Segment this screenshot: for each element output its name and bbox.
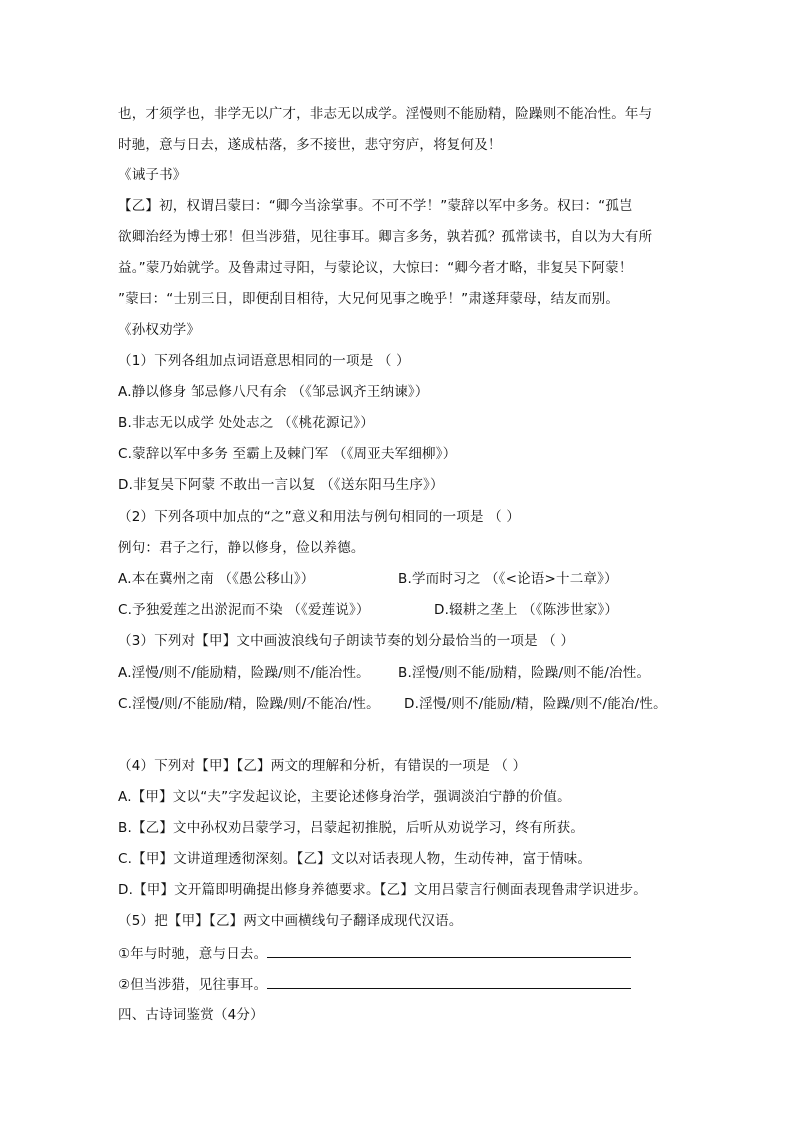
question-1: （1）下列各组加点词语意思相同的一项是 （ ）	[118, 353, 410, 369]
option-line: B.淫慢/则不能/励精，险躁/则不能/冶性。	[398, 665, 651, 681]
option-line: D.非复吴下阿蒙 不敢出一言以复 （《送东阳马生序》）	[118, 477, 444, 493]
text-line: 益。”蒙乃始就学。及鲁肃过寻阳，与蒙论议，大惊曰：“卿今者才略，非复吴下阿蒙！	[118, 260, 633, 276]
option-line: C.予独爱莲之出淤泥而不染 （《爱莲说》）	[118, 602, 370, 618]
source-title: 《诫子书》	[118, 167, 187, 183]
source-title: 《孙权劝学》	[118, 322, 201, 338]
option-line: A.淫慢/则不/能励精，险躁/则不/能冶性。	[118, 665, 370, 681]
text-line: 【乙】初，权谓吕蒙曰：“卿今当涂掌事。不可不学！”蒙辞以军中多务。权曰：“孤岂	[118, 198, 633, 214]
question-2: （2）下列各项中加点的“之”意义和用法与例句相同的一项是 （ ）	[118, 509, 521, 525]
text-line: 时驰，意与日去，遂成枯落，多不接世，悲守穷庐，将复何及！	[118, 137, 502, 153]
option-line: D.辍耕之垄上 （《陈涉世家》）	[434, 602, 619, 618]
translation-item	[118, 974, 631, 995]
text-line: 欲卿治经为博士邪！但当涉猎，见往事耳。卿言多务，孰若孤？孤常读书，自以为大有所	[118, 229, 653, 245]
option-line: C.淫慢/则/不能励/精，险躁/则/不能冶/性。	[118, 696, 380, 712]
section-heading: 四、古诗词鉴赏（4分）	[118, 1007, 264, 1023]
option-line: A.本在冀州之南 （《愚公移山》）	[118, 571, 315, 587]
option-line: B.【乙】文中孙权劝吕蒙学习，吕蒙起初推脱，后听从劝说学习，终有所获。	[118, 820, 585, 836]
question-5: （5）把【甲】【乙】两文中画横线句子翻译成现代汉语。	[118, 913, 463, 929]
option-line: C.【甲】文讲道理透彻深刻。【乙】文以对话表现人物，生动传神，富于情味。	[118, 851, 592, 867]
text-line: 也，才须学也，非学无以广才，非志无以成学。淫慢则不能励精，险躁则不能冶性。年与	[118, 106, 653, 122]
translation-prompt: ①年与时驰，意与日去。	[118, 946, 268, 962]
answer-blank[interactable]	[267, 974, 631, 989]
example-line: 例句：君子之行，静以修身，俭以养德。	[118, 540, 365, 556]
option-line: D.【甲】文开篇即明确提出修身养德要求。【乙】文用吕蒙言行侧面表现鲁肃学识进步。	[118, 882, 647, 898]
option-line: B.非志无以成学 处处志之 （《桃花源记》）	[118, 415, 375, 431]
option-line: A.【甲】文以“夫”字发起议论，主要论述修身治学，强调淡泊宁静的价值。	[118, 789, 571, 805]
text-line: ”蒙曰：“士别三日，即便刮目相待，大兄何见事之晚乎！”肃遂拜蒙母，结友而别。	[118, 291, 620, 307]
option-line: C.蒙辞以军中多务 至霸上及棘门军 （《周亚夫军细柳》）	[118, 446, 457, 462]
question-3: （3）下列对【甲】文中画波浪线句子朗读节奏的划分最恰当的一项是 （ ）	[118, 633, 575, 649]
option-line: B.学而时习之 （《<论语>十二章》）	[398, 571, 618, 587]
translation-item	[118, 943, 631, 964]
question-4: （4）下列对【甲】【乙】两文的理解和分析，有错误的一项是 （ ）	[118, 758, 527, 774]
option-line: D.淫慢/则不/能励/精，险躁/则不/能冶/性。	[404, 696, 667, 712]
translation-prompt: ②但当涉猎，见往事耳。	[118, 977, 268, 993]
option-line: A.静以修身 邹忌修八尺有余 （《邹忌讽齐王纳谏》）	[118, 384, 429, 400]
answer-blank[interactable]	[267, 943, 631, 958]
